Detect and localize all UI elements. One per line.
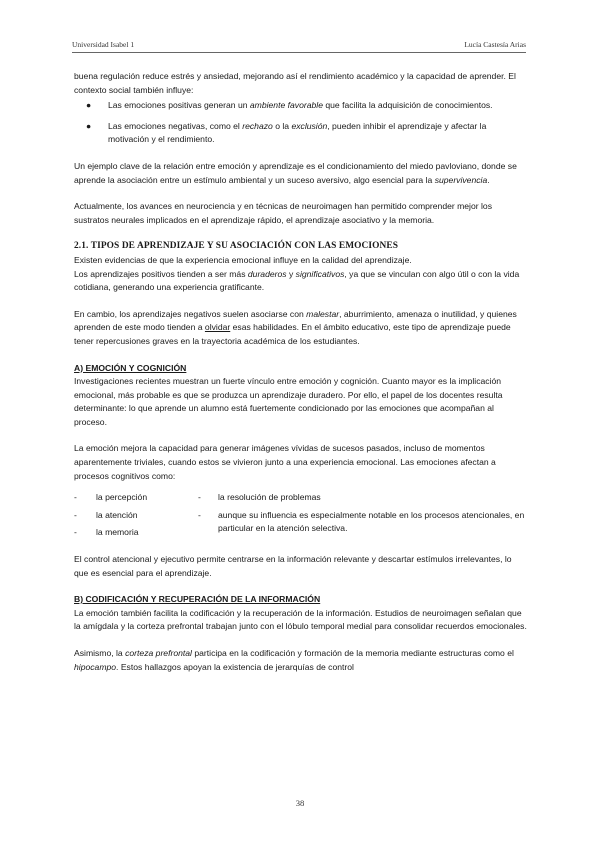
document-body [74,70,528,674]
bullet-item: ● Las emociones negativas, como el rechazo o la exclusión, pueden inhibir el aprendizaje y afectar la motivación y el rendimiento. [86,120,528,147]
bullet-dot-icon: ● [86,120,92,131]
paragraph-negative: En cambio, los aprendizajes negativos suelen asociarse con malestar, aburrimiento, amenaza o inutilidad, y quienes aprenden de este modo tienden a olvidar esas habilidades. En el ámbito educativo, este tipo de aprendizaje puede tener repercusiones graves en la trayectoria académica de los estudiantes. [74,308,517,346]
paragraph-b1: La emoción también facilita la codificación y la recuperación de la información. Estudios de neuroimagen señalan que la amígdala y la corteza prefrontal trabajan junto con el lóbulo temporal medial para consolidar recuerdos emocionales. [74,607,527,632]
dash-marker: - [198,509,201,520]
paragraph-a2: La emoción mejora la capacidad para generar imágenes vívidas de sucesos pasados, incluso de momentos aparentemente triviales, cuando estos se vivieron junto a una experiencia emocional. Las emociones afectan a procesos cognitivos como: [74,443,496,481]
list-item: la memoria [96,527,139,538]
list-item: la resolución de problemas [218,492,321,503]
dash-marker: - [74,492,77,503]
bullet-item: ● Las emociones positivas generan un ambiente favorable que facilita la adquisición de conocimientos. [86,99,528,113]
dash-marker: - [74,509,77,520]
paragraph-intro: buena regulación reduce estrés y ansiedad, mejorando así el rendimiento académico y la capacidad de aprender. El contexto social también influye: [74,71,516,95]
paragraph-neuro: Actualmente, los avances en neurociencia y en técnicas de neuroimagen han permitido comprender mejor los sustratos neurales implicados en el aprendizaje rápido, el aprendizaje asociativo y la memoria. [74,201,492,225]
header-right: Lucía Castesía Arias [464,40,526,49]
list-item: la percepción [96,492,148,503]
paragraph-positive: Los aprendizajes positivos tienden a ser más duraderos y significativos, ya que se vinculan con algo útil o con la vida cotidiana, generando una experiencia gratificante. [74,268,520,293]
list-item: la atención [96,509,138,520]
section-heading: 2.1. TIPOS DE APRENDIZAJE Y SU ASOCIACIÓN CON LAS EMOCIONES [74,241,399,252]
section-intro: Existen evidencias de que la experiencia emocional influye en la calidad del aprendizaje. [74,254,412,265]
dash-list [74,491,528,540]
paragraph-pavlov: Un ejemplo clave de la relación entre emoción y aprendizaje es el condicionamiento del miedo pavloviano, donde se aprende la asociación entre un estímulo ambiental y un suceso aversivo, algo esencial para la supervivencia. [74,160,517,185]
paragraph-a1: Investigaciones recientes muestran un fuerte vínculo entre emoción y cognición. Cuanto mayor es la implicación emocional, más probable es que se produzca un aprendizaje duradero. Por ello, el papel de los docentes resulta determinante: lo que aprende un alumno está fuertemente condicionado por las emociones que acompañan al proceso. [74,376,503,427]
page-number: 38 [295,798,305,808]
header-left: Universidad Isabel 1 [72,40,135,49]
paragraph-a3: El control atencional y ejecutivo permite centrarse en la información relevante y descartar estímulos irrelevantes, lo que es esencial para el aprendizaje. [74,554,512,578]
header-rule [72,52,526,53]
paragraph-b2: Asimismo, la corteza prefrontal participa en la codificación y formación de la memoria mediante estructuras como el hipocampo. Estos hallazgos apoyan la existencia de jerarquías de control [74,648,514,672]
dash-marker: - [198,492,201,503]
list-item: aunque su influencia es especialmente notable en los procesos atencionales, en particular en la atención selectiva. [218,509,525,534]
subheading-a: A) EMOCIÓN Y COGNICIÓN [74,362,187,373]
dash-marker: - [74,527,77,538]
subheading-b: B) CODIFICACIÓN Y RECUPERACIÓN DE LA INFORMACIÓN [74,594,321,605]
bullet-dot-icon: ● [86,100,92,111]
